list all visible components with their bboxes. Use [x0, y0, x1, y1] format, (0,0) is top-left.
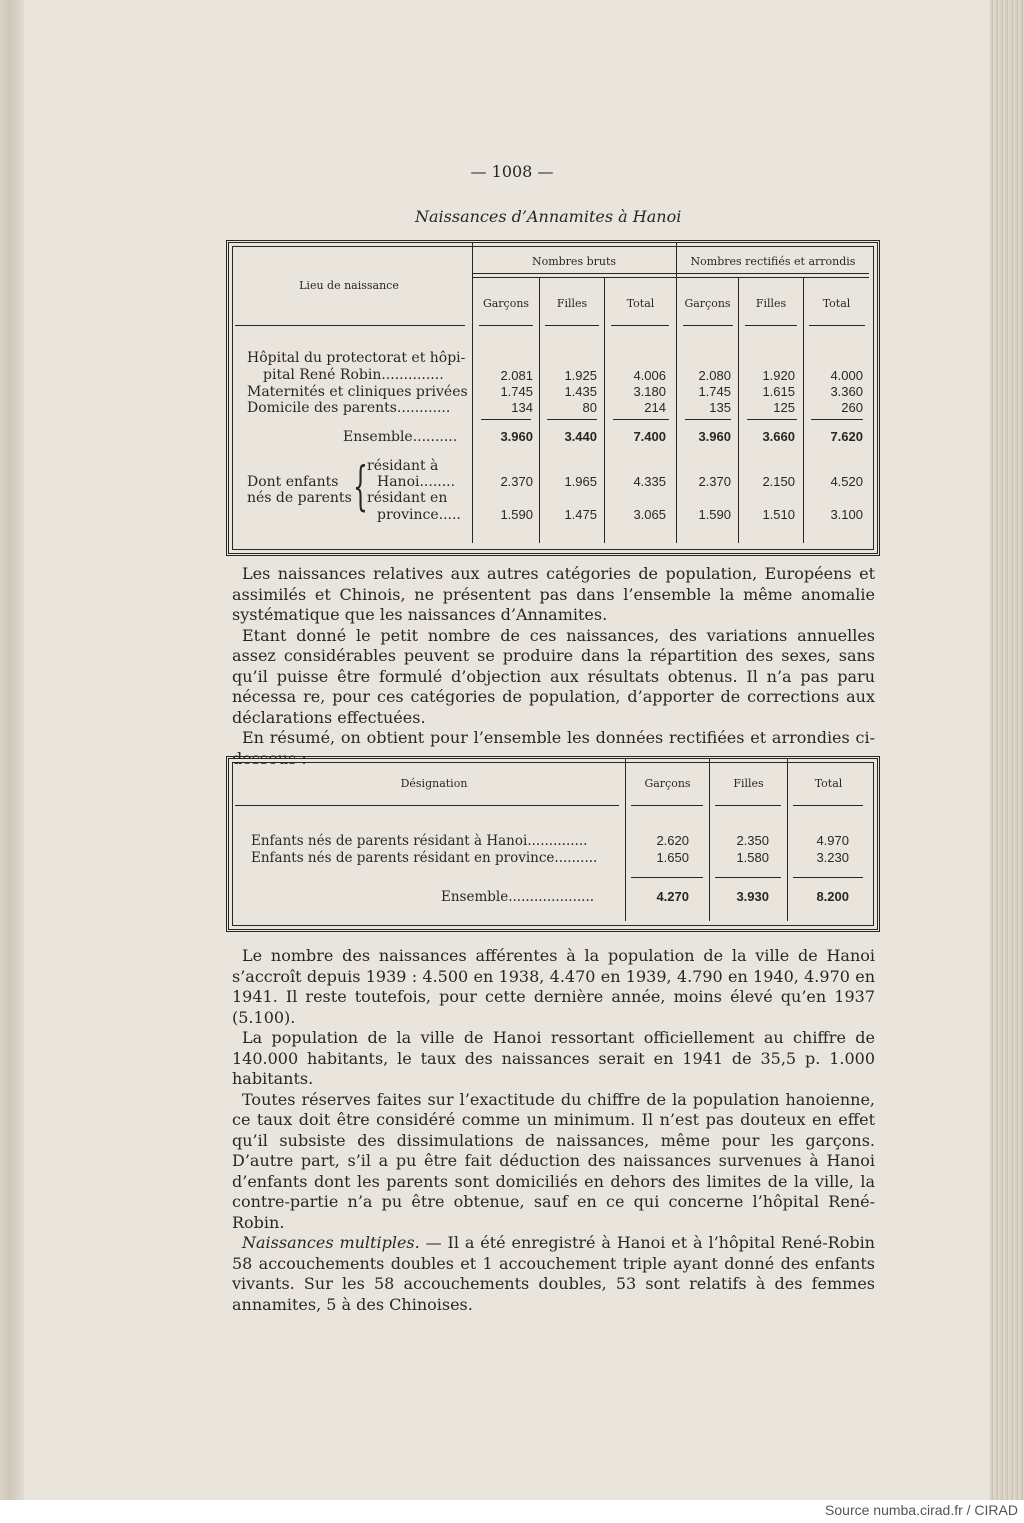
table1-cell: 2.370	[500, 474, 533, 489]
table1-cell: 3.100	[830, 507, 863, 522]
table1-cell: 7.620	[830, 429, 863, 444]
table1-cell: 4.335	[633, 474, 666, 489]
table1-cell: 3.660	[762, 429, 795, 444]
table1-cell: 3.180	[633, 384, 666, 399]
table2-cell: 2.350	[736, 833, 769, 848]
table2-cell: 1.650	[656, 850, 689, 865]
table1-cell: 3.960	[698, 429, 731, 444]
text-block-1	[232, 564, 875, 769]
text-block-2	[232, 946, 875, 1315]
resident-hanoi-label-b: Hanoi........	[377, 474, 456, 490]
table1-cell: 3.065	[633, 507, 666, 522]
table1-cell: 135	[709, 400, 731, 415]
table1-cell: 1.925	[564, 368, 597, 383]
resident-hanoi-label-a: résidant à	[367, 458, 439, 474]
header-rectifies: Nombres rectifiés et arrondis	[690, 255, 856, 268]
table1-cell: 1.615	[762, 384, 795, 399]
table2-cell: 8.200	[816, 889, 849, 904]
row-domicile-label: Domicile des parents............	[247, 400, 451, 416]
header-bruts: Nombres bruts	[531, 255, 617, 268]
paragraph: Toutes réserves faites sur l’exactitude du chiffre de la population hanoienne, ce taux doit être considéré comme un minimum. Il n’est pas douteux en effet qu’il subsiste des dissimulations de naissances, même pour les garçons. D’autre part, s’il a pu être fait déduction des naissances survenues à Hanoi d’enfants dont les parents sont domiciliés en dehors des limites de la ville, la contre-partie n’a pu être obtenue, sauf en ce qui concerne l’hôpital René-Robin.	[232, 1089, 875, 1232]
table1-cell: 4.000	[830, 368, 863, 383]
table2-cell: 3.230	[816, 850, 849, 865]
row-hanoi-label: Enfants nés de parents résidant à Hanoi..............	[251, 833, 588, 849]
header-lieu: Lieu de naissance	[299, 279, 399, 292]
header-filles: Filles	[733, 777, 764, 790]
table1-cell: 3.960	[500, 429, 533, 444]
births-table	[226, 240, 880, 556]
resident-province-label-b: province.....	[377, 507, 461, 523]
paragraph: La population de la ville de Hanoi ressortant officiellement au chiffre de 140.000 habitants, le taux des naissances serait en 1941 de 35,5 p. 1.000 habitants.	[232, 1028, 875, 1088]
nes-de-parents-label: nés de parents	[247, 490, 352, 506]
header-garcons-bruts: Garçons	[482, 297, 530, 310]
paragraph: En résumé, on obtient pour l’ensemble les données rectifiées et arrondies ci-dessous :	[232, 728, 875, 768]
row-hopital-label-a: Hôpital du protectorat et hôpi-	[247, 350, 466, 366]
table1-cell: 1.435	[564, 384, 597, 399]
header-garcons: Garçons	[644, 777, 691, 790]
row-ensemble-label: Ensemble....................	[441, 889, 595, 905]
table-title: Naissances d’Annamites à Hanoi	[415, 207, 682, 226]
table2-cell: 4.270	[656, 889, 689, 904]
table1-cell: 2.081	[500, 368, 533, 383]
table1-cell: 125	[773, 400, 795, 415]
header-garcons-rect: Garçons	[684, 297, 731, 310]
book-binding	[0, 0, 24, 1500]
table1-cell: 7.400	[633, 429, 666, 444]
table1-cell: 1.590	[500, 507, 533, 522]
table1-cell: 2.080	[698, 368, 731, 383]
table2-cell: 4.970	[816, 833, 849, 848]
table1-cell: 1.745	[698, 384, 731, 399]
table2-cell: 3.930	[736, 889, 769, 904]
table1-cell: 1.590	[698, 507, 731, 522]
table1-cell: 1.510	[762, 507, 795, 522]
table1-cell: 1.745	[500, 384, 533, 399]
table1-cell: 2.370	[698, 474, 731, 489]
table1-cell: 1.475	[564, 507, 597, 522]
paragraph: Le nombre des naissances afférentes à la population de la ville de Hanoi s’accroît depuis 1939 : 4.500 en 1938, 4.470 en 1939, 4.790 en 1940, 4.970 en 1941. Il reste toutefois, pour cette dernière année, moins élevé qu’en 1937 (5.100).	[232, 946, 875, 1027]
paragraph-multiples	[232, 1233, 875, 1315]
footer-bar	[0, 1500, 1024, 1523]
paragraph: Etant donné le petit nombre de ces naissances, des variations annuelles assez considérables peuvent se produire dans la répartition des sexes, sans qu’il puisse être formulé d’objection aux résultats obtenus. Il n’a pas paru nécessa re, pour ces catégories de population, d’apporter de corrections aux déclarations effectuées.	[232, 625, 875, 727]
header-total: Total	[814, 777, 843, 790]
page-edges	[990, 0, 1024, 1500]
table1-cell: 2.150	[762, 474, 795, 489]
row-province-label: Enfants nés de parents résidant en province..........	[251, 850, 598, 866]
header-filles-bruts: Filles	[556, 297, 588, 310]
row-ensemble-label: Ensemble..........	[343, 429, 458, 445]
table1-cell: 1.965	[564, 474, 597, 489]
table1-cell: 4.006	[633, 368, 666, 383]
header-designation: Désignation	[400, 777, 468, 790]
table1-cell: 260	[841, 400, 863, 415]
page-number: — 1008 —	[470, 162, 554, 181]
summary-table	[226, 756, 880, 932]
row-hopital-label-b: pital René Robin..............	[263, 367, 444, 383]
table2-cell: 1.580	[736, 850, 769, 865]
brace-symbol: {	[353, 457, 368, 517]
table1-cell: 134	[511, 400, 533, 415]
table2-cell: 2.620	[656, 833, 689, 848]
multiples-heading: Naissances multiples.	[242, 1233, 420, 1252]
header-total-rect: Total	[822, 297, 851, 310]
row-maternites-label: Maternités et cliniques privées	[247, 384, 468, 400]
table1-cell: 3.440	[564, 429, 597, 444]
table1-cell: 4.520	[830, 474, 863, 489]
dont-enfants-label: Dont enfants	[247, 474, 339, 490]
source-credit: Source numba.cirad.fr / CIRAD	[825, 1502, 1018, 1518]
resident-province-label-a: résidant en	[367, 490, 448, 506]
table1-cell: 1.920	[762, 368, 795, 383]
paragraph: Les naissances relatives aux autres catégories de population, Européens et assimilés et Chinois, ne présentent pas dans l’ensemble la même anomalie systématique que les naissances d’Annamites.	[232, 564, 875, 624]
table1-cell: 214	[644, 400, 666, 415]
table1-cell: 80	[582, 400, 597, 415]
header-total-bruts: Total	[626, 297, 655, 310]
header-filles-rect: Filles	[755, 297, 787, 310]
table1-cell: 3.360	[830, 384, 863, 399]
multiples-text: — Il a été enregistré à Hanoi et à l’hôpital René-Robin 58 accouchements doubles et 1 accouchement triple ayant donné des enfants vivants. Sur les 58 accouchements doubles, 53 sont relatifs à des femmes annamites, 5 à des Chinoises.	[232, 1233, 875, 1314]
